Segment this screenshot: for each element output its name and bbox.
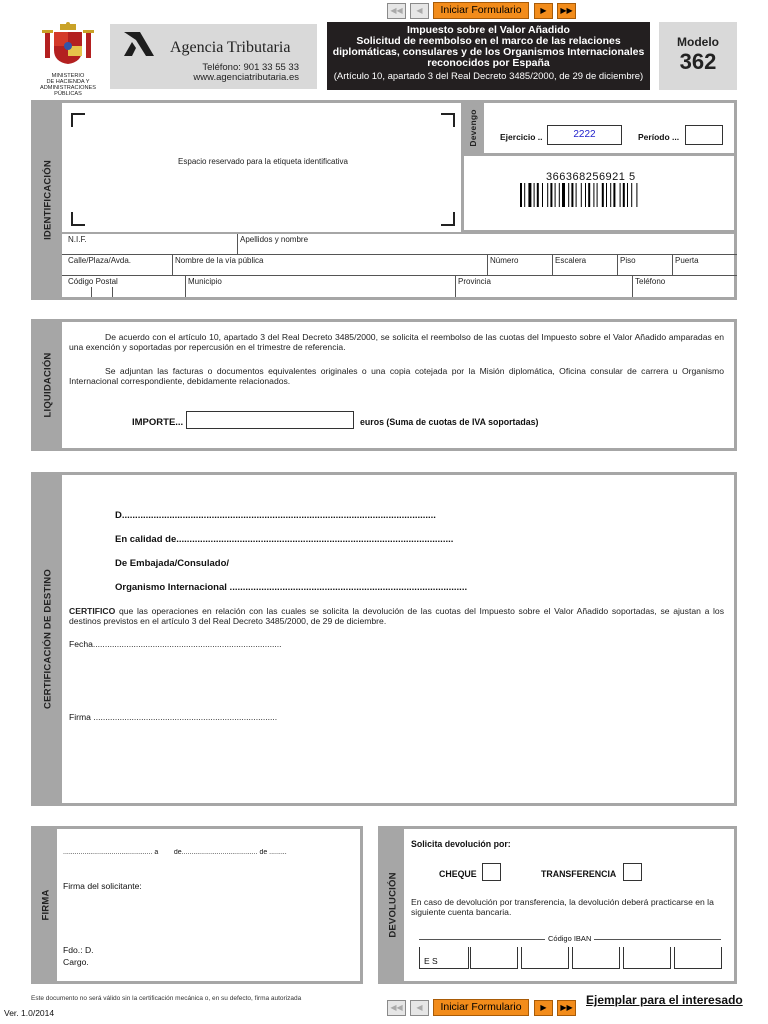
form-title-line: diplomáticas, consulares y de los Organismos Internacionales (332, 46, 645, 58)
importe-field[interactable] (186, 411, 354, 429)
form-title-line: reconocidos por España (427, 57, 550, 69)
agency-box (110, 24, 317, 89)
iban-box[interactable] (521, 947, 569, 969)
prev-page-icon[interactable]: ◀ (410, 1000, 429, 1016)
apellidos-label: Apellidos y nombre (240, 235, 309, 244)
ministry-line: DE HACIENDA Y (46, 79, 90, 85)
liquidacion-side (34, 322, 62, 448)
certificacion-label: CERTIFICACIÓN DE DESTINO (42, 569, 54, 709)
calle-label: Calle/Plaza/Avda. (68, 256, 131, 265)
model-box (659, 22, 737, 90)
municipio-label: Municipio (188, 277, 222, 286)
fecha-line: Fecha............................................................................... (69, 639, 282, 649)
ministry-line: MINISTERIO (51, 73, 85, 79)
liquidacion-section (31, 319, 737, 451)
model-number: 362 (679, 49, 717, 74)
agency-logo-icon (122, 30, 156, 58)
importe-label: IMPORTE... (132, 417, 184, 428)
copy-label: Ejemplar para el interesado (586, 993, 743, 1007)
embajada-line: De Embajada/Consulado/ (115, 558, 230, 569)
liquidacion-label: LIQUIDACIÓN (42, 352, 54, 418)
corner-mark (71, 113, 85, 127)
barcode-image (520, 183, 670, 207)
firma-section (31, 826, 363, 984)
numero-label: Número (490, 256, 519, 265)
barcode-number: 366368256921 5 (546, 171, 636, 183)
telefono-label: Teléfono (635, 277, 666, 286)
divider (91, 287, 92, 297)
first-page-icon[interactable]: ◀◀ (387, 3, 406, 19)
divider (62, 254, 737, 255)
certifico-paragraph (69, 606, 724, 626)
divider (632, 275, 633, 297)
divider (487, 254, 488, 275)
agency-phone: Teléfono: 901 33 55 33 (202, 62, 299, 73)
iban-label: Código IBAN (545, 934, 594, 943)
identificacion-label: IDENTIFICACIÓN (42, 160, 54, 240)
devengo-label: Devengo (468, 109, 478, 147)
divider (617, 254, 618, 275)
start-form-button[interactable]: Iniciar Formulario (433, 999, 529, 1016)
ejercicio-label: Ejercicio .. (500, 132, 543, 142)
devolucion-note: En caso de devolución por transferencia, la devolución deberá practicarse en la siguiente cuenta bancaria. (411, 897, 714, 917)
certificacion-side (34, 475, 62, 803)
form-title-line: Impuesto sobre el Valor Añadido (407, 24, 570, 36)
iban-box[interactable] (674, 947, 722, 969)
last-page-icon[interactable]: ▶▶ (557, 1000, 576, 1016)
model-label: Modelo (677, 35, 719, 49)
devolucion-title: Solicita devolución por: (411, 839, 511, 849)
divider (62, 275, 737, 276)
puerta-label: Puerta (675, 256, 699, 265)
divider (672, 254, 673, 275)
corner-mark (441, 113, 455, 127)
cheque-checkbox[interactable] (482, 863, 501, 881)
divider (185, 275, 186, 297)
divider (462, 153, 737, 156)
version-label: Ver. 1.0/2014 (4, 1008, 55, 1018)
divider (237, 234, 238, 254)
form-subtitle: (Artículo 10, apartado 3 del Real Decreto 3485/2000, de 29 de diciembre) (333, 71, 644, 82)
iban-box[interactable] (419, 947, 469, 969)
firma-date-line: .............................................. a de....................................... de ......... (63, 849, 287, 856)
via-label: Nombre de la vía pública (175, 256, 264, 265)
agency-name: Agencia Tributaria (170, 39, 291, 56)
firma-side (34, 829, 57, 981)
identificacion-section (31, 100, 737, 300)
last-page-icon[interactable]: ▶▶ (557, 3, 576, 19)
transferencia-checkbox[interactable] (623, 863, 642, 881)
next-page-icon[interactable]: ▶ (534, 1000, 553, 1016)
prev-page-icon[interactable]: ◀ (410, 3, 429, 19)
next-page-icon[interactable]: ▶ (534, 3, 553, 19)
divider (552, 254, 553, 275)
cheque-label: CHEQUE (439, 869, 477, 879)
devolucion-side (381, 829, 404, 981)
ministry-block (32, 22, 104, 97)
firma-line: Firma ............................................................................. (69, 712, 278, 722)
firma-fdo: Fdo.: D. (63, 945, 94, 955)
liquidacion-paragraph: De acuerdo con el artículo 10, apartado 3 del Real Decreto 3485/2000, se solicita el reembolso de las cuotas del Impuesto sobre el Valor Añadido amparadas en una exención y soportadas por repercusión en el trimestre de referencia. (69, 332, 724, 352)
d-line: D....................................................................................................................... (115, 510, 436, 521)
provincia-label: Provincia (458, 277, 491, 286)
label-area-text: Espacio reservado para la etiqueta identificativa (178, 157, 348, 166)
divider (172, 254, 173, 275)
devolucion-label: DEVOLUCIÓN (387, 872, 398, 938)
iban-box[interactable] (470, 947, 518, 969)
ministry-line: ADMINISTRACIONES (40, 85, 96, 91)
devolucion-section (378, 826, 737, 984)
identificacion-side (34, 103, 62, 297)
certifico-bold: CERTIFICO (69, 606, 116, 616)
iban-box[interactable] (623, 947, 671, 969)
certifico-text: que las operaciones en relación con las cuales se solicita la devolución de las cuotas del Impuesto sobre el Valor Añadido soportadas, se ajustan a los destinos previstos en el artículo 3 del Real Decreto 3485/2000, de 29 de diciembre. (69, 606, 724, 626)
start-form-button[interactable]: Iniciar Formulario (433, 2, 529, 19)
divider (455, 275, 456, 297)
importe-suffix: euros (Suma de cuotas de IVA soportadas) (360, 417, 539, 427)
periodo-field[interactable] (685, 125, 723, 145)
form-title-box (327, 22, 650, 90)
form-title-line: Solicitud de reembolso en el marco de las relaciones (356, 35, 621, 47)
certificacion-section (31, 472, 737, 806)
iban-box[interactable] (572, 947, 620, 969)
codigo-postal-label: Código Postal (68, 277, 118, 286)
firma-label: FIRMA (40, 889, 51, 921)
piso-label: Piso (620, 256, 636, 265)
organismo-line: Organismo Internacional .......................................................................................... (115, 582, 468, 593)
nif-label: N.I.F. (68, 235, 87, 244)
coat-of-arms-logo (32, 22, 104, 66)
transferencia-label: TRANSFERENCIA (541, 869, 617, 879)
ministry-line: PÚBLICAS (54, 91, 82, 97)
calidad-line: En calidad de......................................................................................................... (115, 534, 454, 545)
divider (112, 287, 113, 297)
liquidacion-paragraph: Se adjuntan las facturas o documentos equivalentes originales o una copia cotejada por la Misión diplomática, Oficina consular de carrera u Organismo Internacional correspondiente, debidamente relacionados. (69, 366, 724, 386)
label-area (65, 105, 461, 230)
agency-website: www.agenciatributaria.es (193, 72, 299, 83)
first-page-icon[interactable]: ◀◀ (387, 1000, 406, 1016)
corner-mark (71, 212, 85, 226)
firma-cargo: Cargo. (63, 957, 89, 967)
iban-prefix: E S (424, 956, 438, 966)
escalera-label: Escalera (555, 256, 587, 265)
divider (461, 103, 464, 232)
divider (62, 232, 737, 234)
periodo-label: Período ... (638, 132, 680, 142)
footer-note: Este documento no será válido sin la certificación mecánica o, en su defecto, firma autorizada (31, 995, 302, 1002)
devengo-side (462, 103, 484, 153)
firma-solicitante: Firma del solicitante: (63, 881, 142, 891)
corner-mark (441, 212, 455, 226)
ejercicio-field[interactable]: 2222 (547, 125, 622, 145)
